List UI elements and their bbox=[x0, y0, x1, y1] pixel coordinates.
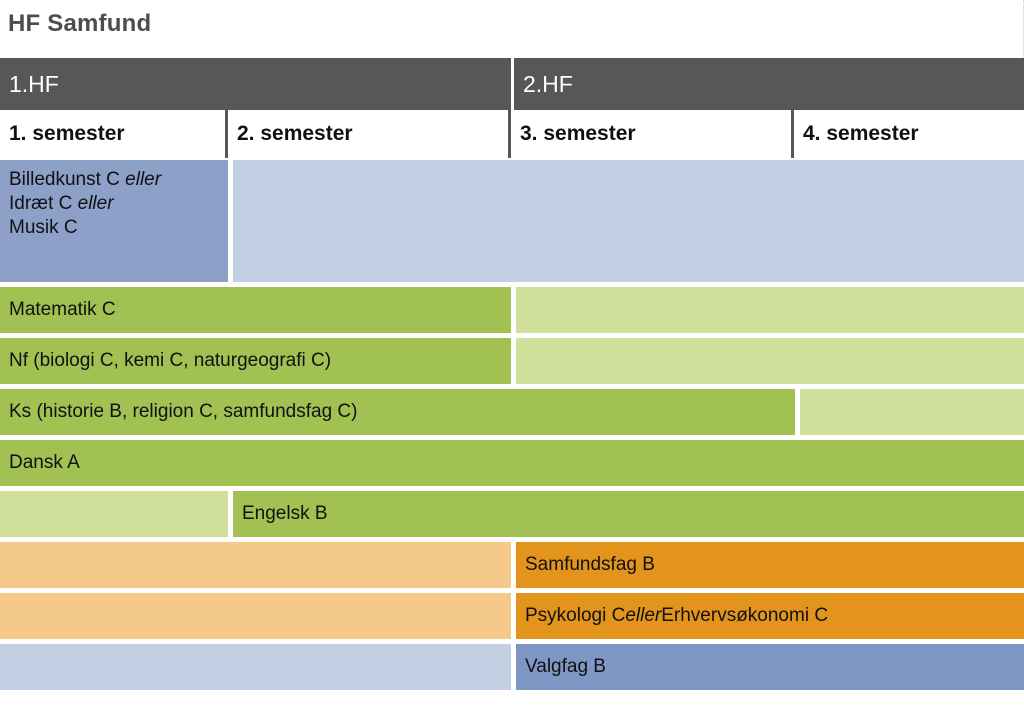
chart-row-ks bbox=[0, 389, 1024, 435]
semester-cell-1: 1. semester bbox=[0, 110, 228, 158]
chart-row-psykologi-erhvervsokonomi bbox=[0, 593, 1024, 639]
bar-segment-valgfag-2: Valgfag B bbox=[516, 644, 1024, 690]
bar-segment-ks-2 bbox=[800, 389, 1024, 435]
chart-row-nf bbox=[0, 338, 1024, 384]
year-header-band bbox=[0, 58, 1024, 110]
bar-segment-samfundsfag-2: Samfundsfag B bbox=[516, 542, 1024, 588]
bar-segment-kunstneriske-fag-2 bbox=[233, 160, 1024, 282]
bar-segment-matematik-2 bbox=[516, 287, 1024, 333]
semester-cell-3: 3. semester bbox=[511, 110, 794, 158]
chart-row-engelsk bbox=[0, 491, 1024, 537]
semester-header-row bbox=[0, 110, 1024, 158]
year-cell-2: 2.HF bbox=[514, 58, 1024, 110]
bar-segment-psykologi-erhvervsokonomi-1 bbox=[0, 593, 511, 639]
bar-segment-engelsk-2: Engelsk B bbox=[233, 491, 1024, 537]
chart-row-kunstneriske-fag bbox=[0, 160, 1024, 282]
year-cell-1: 1.HF bbox=[0, 58, 514, 110]
chart-row-dansk bbox=[0, 440, 1024, 486]
bar-segment-psykologi-erhvervsokonomi-2: Psykologi C eller Erhvervsøkonomi C bbox=[516, 593, 1024, 639]
subject-timeline-chart bbox=[0, 160, 1024, 695]
chart-row-samfundsfag bbox=[0, 542, 1024, 588]
semester-cell-4: 4. semester bbox=[803, 122, 919, 145]
bar-segment-matematik-1: Matematik C bbox=[0, 287, 511, 333]
page-title: HF Samfund bbox=[8, 10, 152, 37]
bar-segment-ks-1: Ks (historie B, religion C, samfundsfag C) bbox=[0, 389, 795, 435]
bar-segment-samfundsfag-1 bbox=[0, 542, 511, 588]
bar-segment-kunstneriske-fag-1: Billedkunst C eller Idræt C eller Musik C bbox=[0, 160, 228, 282]
bar-segment-nf-1: Nf (biologi C, kemi C, naturgeografi C) bbox=[0, 338, 511, 384]
bar-segment-engelsk-1 bbox=[0, 491, 228, 537]
chart-row-matematik bbox=[0, 287, 1024, 333]
chart-row-valgfag bbox=[0, 644, 1024, 690]
bar-segment-nf-2 bbox=[516, 338, 1024, 384]
bar-segment-valgfag-1 bbox=[0, 644, 511, 690]
bar-segment-dansk-1: Dansk A bbox=[0, 440, 1024, 486]
semester-cell-2: 2. semester bbox=[228, 110, 511, 158]
